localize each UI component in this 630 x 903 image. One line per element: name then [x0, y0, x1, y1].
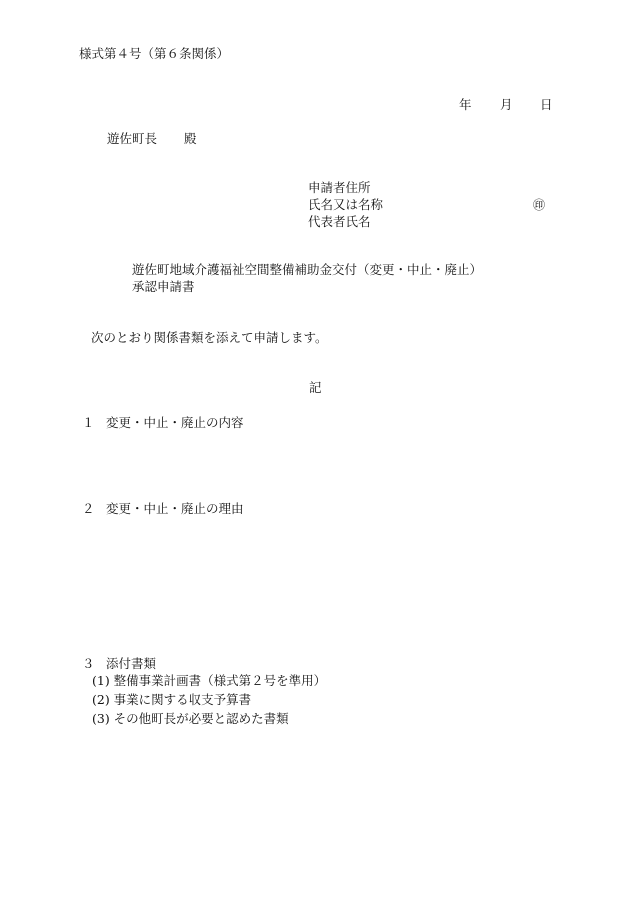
item-attachments: 添付書類 [106, 656, 157, 671]
attachment-item: (2) 事業に関する収支予算書 [92, 692, 252, 707]
applicant-address-label: 申請者住所 [308, 180, 371, 195]
applicant-representative-label: 代表者氏名 [308, 214, 371, 229]
attachment-item: (3) その他町長が必要と認めた書類 [92, 711, 289, 726]
document-title-line-1: 遊佐町地域介護福祉空間整備補助金交付（変更・中止・廃止） [132, 262, 483, 277]
item-number: ２ [82, 501, 95, 516]
item-number: ３ [82, 656, 95, 671]
addressee-name: 遊佐町長 [107, 131, 158, 146]
ki-heading: 記 [309, 380, 322, 395]
intro-text: 次のとおり関係書類を添えて申請します。 [91, 330, 328, 345]
seal-mark: ㊞ [533, 198, 546, 212]
form-number-label: 様式第４号（第６条関係） [79, 46, 230, 61]
item-change-content: 変更・中止・廃止の内容 [106, 415, 244, 430]
item-change-reason: 変更・中止・廃止の理由 [106, 501, 244, 516]
date-month-label: 月 [500, 97, 513, 112]
applicant-name-label: 氏名又は名称 [308, 197, 384, 212]
date-day-label: 日 [540, 97, 553, 112]
addressee-honorific: 殿 [184, 131, 197, 146]
document-title-line-2: 承認申請書 [132, 279, 195, 294]
item-number: １ [82, 415, 95, 430]
attachment-item: (1) 整備事業計画書（様式第２号を準用） [92, 673, 327, 688]
date-year-label: 年 [459, 97, 472, 112]
